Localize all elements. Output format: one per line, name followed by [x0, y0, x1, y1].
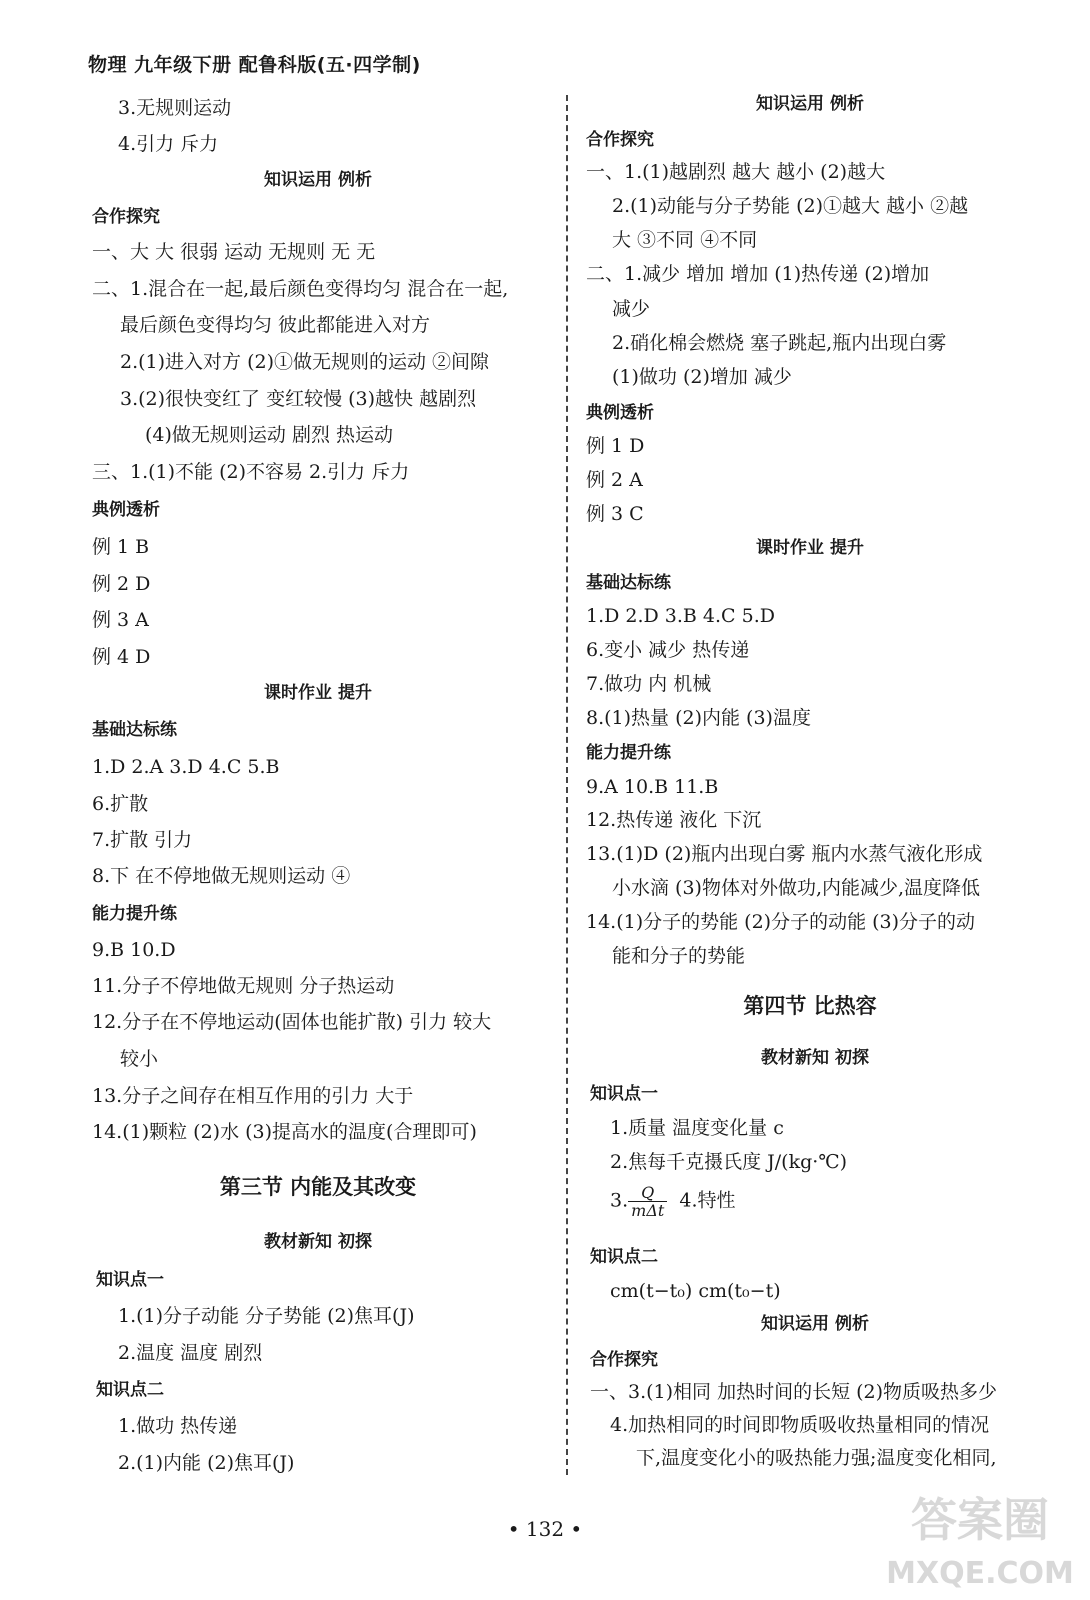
section-heading: 教材新知 初探: [761, 1048, 869, 1068]
text-line: 7.扩散 引力: [92, 829, 193, 851]
text-line: 2.焦每千克摄氏度 J/(kg·℃): [610, 1151, 847, 1173]
subheading: 合作探究: [92, 207, 160, 227]
text-line: 一、1.(1)越剧烈 越大 越小 (2)越大: [586, 161, 886, 183]
text-line: 4.引力 斥力: [118, 133, 219, 155]
text-line: 例 2 D: [92, 573, 151, 595]
text-line: (1)做功 (2)增加 减少: [612, 366, 792, 388]
chapter-title: 第四节 比热容: [743, 994, 877, 1018]
section-heading: 教材新知 初探: [264, 1232, 372, 1252]
text-line: 例 1 D: [586, 435, 645, 457]
formula-line: [610, 1184, 736, 1219]
subheading: 知识点二: [96, 1380, 164, 1400]
text-line: 6.变小 减少 热传递: [586, 639, 750, 661]
subheading: 合作探究: [590, 1350, 658, 1370]
section-heading: 课时作业 提升: [264, 683, 372, 703]
subheading: 基础达标练: [92, 720, 177, 740]
section-heading: 课时作业 提升: [756, 538, 864, 558]
text-line: 2.(1)进入对方 (2)①做无规则的运动 ②间隙: [120, 351, 490, 373]
text-line: 11.分子不停地做无规则 分子热运动: [92, 975, 395, 997]
subheading: 基础达标练: [586, 573, 671, 593]
watermark-url: MXQE.COM: [886, 1556, 1074, 1591]
formula-numerator: Q: [628, 1184, 667, 1202]
chapter-title: 第三节 内能及其改变: [219, 1175, 417, 1199]
text-line: 例 2 A: [586, 469, 643, 491]
watermark-text: 答案圈: [911, 1493, 1049, 1547]
watermark-logo: [880, 1478, 1080, 1593]
subheading: 能力提升练: [92, 904, 177, 924]
text-line: 减少: [612, 298, 651, 320]
text-line: 较小: [120, 1048, 159, 1070]
text-line: 2.(1)内能 (2)焦耳(J): [118, 1452, 295, 1474]
text-line: 例 4 D: [92, 646, 151, 668]
text-line: 8.下 在不停地做无规则运动 ④: [92, 865, 351, 887]
section-heading: 知识运用 例析: [264, 170, 372, 190]
text-line: 9.B 10.D: [92, 939, 176, 961]
subheading: 典例透析: [586, 403, 654, 423]
text-line: 12.分子在不停地运动(固体也能扩散) 引力 较大: [92, 1011, 492, 1033]
section-heading: 知识运用 例析: [756, 94, 864, 114]
text-line: 1.(1)分子动能 分子势能 (2)焦耳(J): [118, 1305, 415, 1327]
text-line: 二、1.混合在一起,最后颜色变得均匀 混合在一起,: [92, 278, 509, 300]
text-line: 例 1 B: [92, 536, 150, 558]
text-line: 2.硝化棉会燃烧 塞子跳起,瓶内出现白雾: [612, 332, 947, 354]
page-header: 物理 九年级下册 配鲁科版(五·四学制): [88, 54, 421, 76]
text-line: 下,温度变化小的吸热能力强;温度变化相同,: [636, 1447, 997, 1469]
section-heading: 知识运用 例析: [761, 1314, 869, 1334]
formula-prefix: 3.: [610, 1189, 629, 1212]
formula-fraction: [628, 1184, 667, 1219]
subheading: 典例透析: [92, 500, 160, 520]
subheading: 知识点一: [590, 1084, 658, 1104]
text-line: (4)做无规则运动 剧烈 热运动: [145, 424, 393, 446]
text-line: 1.质量 温度变化量 c: [610, 1117, 784, 1139]
column-divider: [566, 95, 568, 1475]
text-line: 1.做功 热传递: [118, 1415, 238, 1437]
text-line: 例 3 A: [92, 609, 149, 631]
text-line: 最后颜色变得均匀 彼此都能进入对方: [120, 314, 431, 336]
text-line: 8.(1)热量 (2)内能 (3)温度: [586, 707, 811, 729]
text-line: 3.(2)很快变红了 变红较慢 (3)越快 越剧烈: [120, 388, 477, 410]
text-line: 二、1.减少 增加 增加 (1)热传递 (2)增加: [586, 263, 930, 285]
formula-suffix: 4.特性: [679, 1189, 736, 1212]
text-line: cm(t−t₀) cm(t₀−t): [610, 1280, 781, 1302]
text-line: 例 3 C: [586, 503, 644, 525]
text-line: 大 ③不同 ④不同: [612, 229, 758, 251]
text-line: 9.A 10.B 11.B: [586, 776, 719, 798]
text-line: 2.(1)动能与分子势能 (2)①越大 越小 ②越: [612, 195, 969, 217]
text-line: 小水滴 (3)物体对外做功,内能减少,温度降低: [612, 877, 981, 899]
text-line: 13.分子之间存在相互作用的引力 大于: [92, 1085, 414, 1107]
subheading: 知识点二: [590, 1247, 658, 1267]
subheading: 合作探究: [586, 130, 654, 150]
text-line: 三、1.(1)不能 (2)不容易 2.引力 斥力: [92, 461, 410, 483]
subheading: 知识点一: [96, 1270, 164, 1290]
text-line: 6.扩散: [92, 793, 149, 815]
text-line: 13.(1)D (2)瓶内出现白雾 瓶内水蒸气液化形成: [586, 843, 983, 865]
text-line: 7.做功 内 机械: [586, 673, 712, 695]
text-line: 14.(1)分子的势能 (2)分子的动能 (3)分子的动: [586, 911, 976, 933]
page-number: • 132 •: [507, 1517, 583, 1541]
text-line: 1.D 2.A 3.D 4.C 5.B: [92, 756, 280, 778]
text-line: 一、3.(1)相同 加热时间的长短 (2)物质吸热多少: [590, 1381, 998, 1403]
text-line: 4.加热相同的时间即物质吸收热量相同的情况: [610, 1414, 990, 1436]
text-line: 1.D 2.D 3.B 4.C 5.D: [586, 605, 775, 627]
text-line: 2.温度 温度 剧烈: [118, 1342, 263, 1364]
text-line: 12.热传递 液化 下沉: [586, 809, 762, 831]
text-line: 14.(1)颗粒 (2)水 (3)提高水的温度(合理即可): [92, 1121, 477, 1143]
text-line: 3.无规则运动: [118, 97, 232, 119]
text-line: 一、大 大 很弱 运动 无规则 无 无: [92, 241, 376, 263]
text-line: 能和分子的势能: [612, 945, 746, 967]
formula-denominator: mΔt: [631, 1201, 665, 1220]
subheading: 能力提升练: [586, 743, 671, 763]
